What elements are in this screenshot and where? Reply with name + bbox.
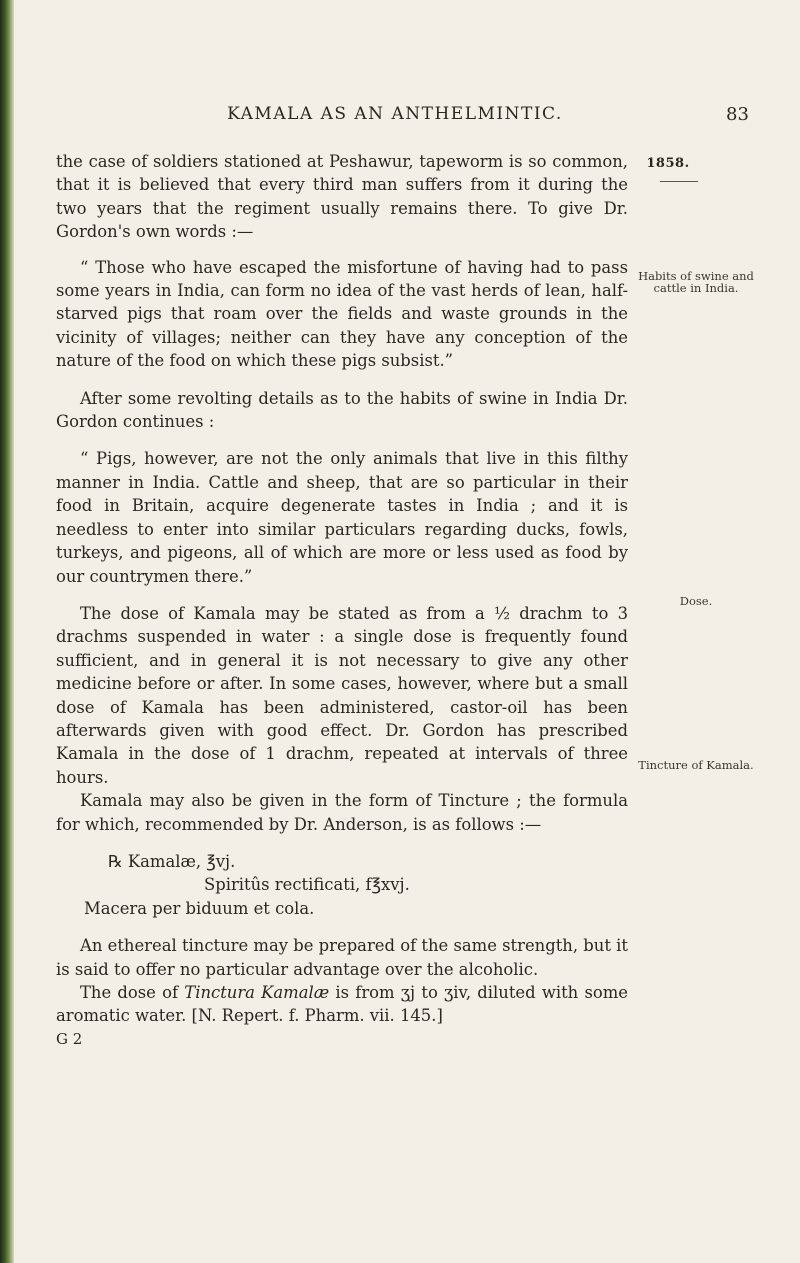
paragraph-ethereal: An ethereal tincture may be prepared of the same strength, but it is said to offer no particular advantage over the alcoholic. [56,936,628,979]
page-body [56,150,628,1051]
paragraph-dose: The dose of Kamala may be stated as from a ½ drachm to 3 drachms suspended in water : a single dose is frequently found sufficient, and in general it is not necessary to give any other medicine before or after. In some cases, however, where but a small dose of Kamala has been administered, castor-oil has been afterwards given with good effect. Dr. Gordon has prescribed Kamala in the dose of 1 drachm, repeated at intervals of three hours. [56,603,628,787]
margin-note-habits: Habits of swine and cattle in India. [638,269,754,295]
margin-note-tincture: Tincture of Kamala. [638,758,754,772]
formula-line-1: ℞ Kamalæ, ℥vj. [108,851,236,871]
page-number: 83 [726,104,749,125]
paragraph-tincture: Kamala may also be given in the form of Tincture ; the formula for which, recommended by Dr. Anderson, is as follows :— [56,791,628,834]
tincture-formula [56,850,628,920]
margin-note-dose: Dose. [679,594,713,608]
quote-paragraph-1: “ Those who have escaped the misfortune of having had to pass some years in India, can form no idea of the vast herds of lean, half-starved pigs that roam over the fields and waste grounds in the vicinity of villages; neither can they have any conception of the nature of the food on which these pigs subsist.” [56,257,628,371]
margin-year: 1858. [646,156,690,171]
tincture-dose-text-b: is from ʒj to ʒiv, diluted with some aromatic water. [N. Repert. f. Pharm. vii. 145.] [56,983,628,1026]
tincture-dose-text-a: The dose of [80,983,185,1002]
page-header [0,104,800,134]
quote-paragraph-2: “ Pigs, however, are not the only animals that live in this filthy manner in India. Cattle and sheep, that are so particular in their food in Britain, acquire degenerate tastes in India ; and it is needless to enter into similar particulars regarding ducks, fowls, turkeys, and pigeons, all of which are more or less used as food by our countrymen there.” [56,449,628,586]
paragraph-tincture-dose [56,981,628,1028]
book-binding-edge [0,0,14,1263]
formula-line-3: Macera per biduum et cola. [84,898,315,918]
running-head: KAMALA AS AN ANTHELMINTIC. [227,104,563,124]
paragraph-3: After some revolting details as to the habits of swine in India Dr. Gordon continues : [56,388,628,432]
margin-year-rule [660,181,698,182]
paragraph-1: the case of soldiers stationed at Peshawur, tapeworm is so common, that it is believed that every third man suffers from it during the two years that the regiment usually remains there. To give Dr. Gordon's own words :— [56,152,628,242]
formula-line-2: Spiritûs rectificati, f℥xvj. [204,875,410,895]
signature-mark: G 2 [56,1029,83,1048]
tincture-name-italic: Tinctura Kamalæ [184,983,330,1002]
